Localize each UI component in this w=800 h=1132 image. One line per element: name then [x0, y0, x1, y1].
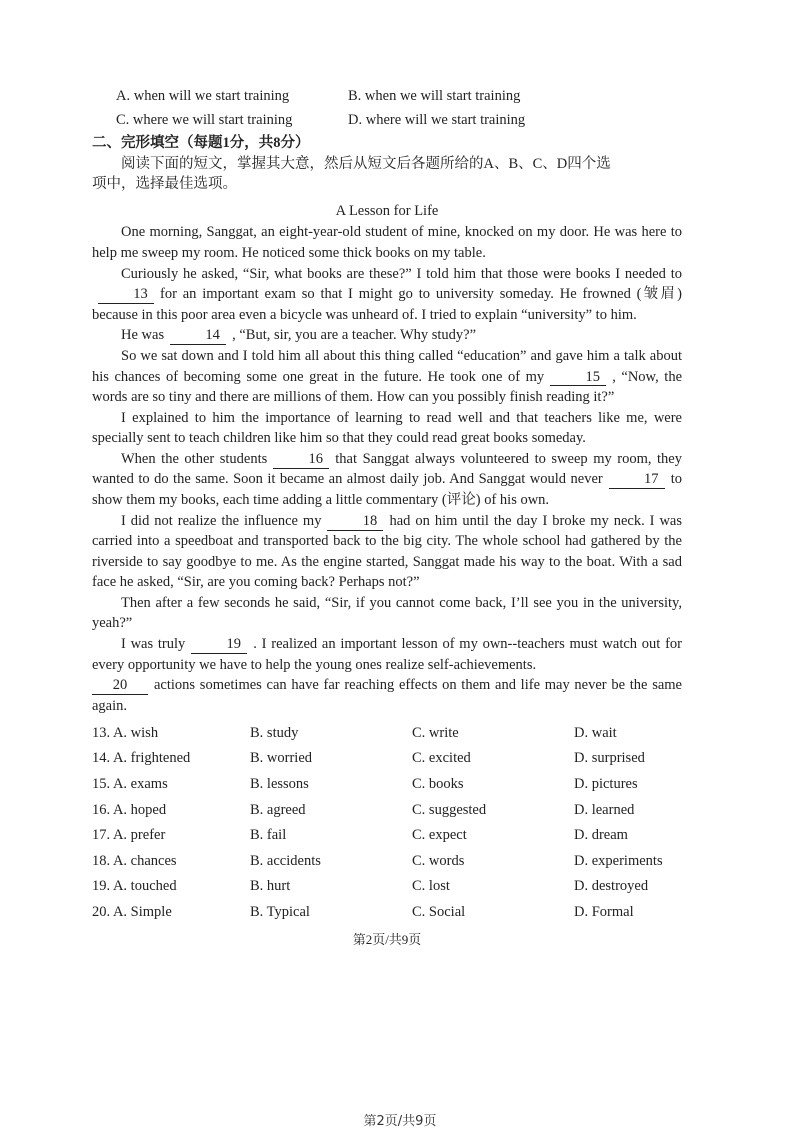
- option-d: D. where will we start training: [348, 111, 526, 128]
- choice-b: B. agreed: [250, 801, 306, 818]
- choice-b: B. study: [250, 724, 299, 741]
- previous-question-options-row-1: [116, 86, 682, 107]
- choice-b: B. hurt: [250, 878, 291, 895]
- option-a: A. when will we start training: [116, 88, 290, 104]
- choice-c: C. books: [412, 776, 464, 793]
- passage-text: actions sometimes can have far reaching effects on them and life may never be the same again.: [92, 677, 682, 714]
- passage-paragraph-7: [92, 511, 682, 593]
- choice-d: D. Formal: [574, 904, 634, 920]
- page-number-printed: 第2页/共9页: [352, 932, 422, 948]
- choice-b: B. fail: [250, 827, 287, 844]
- page-number-footer: 第2页/共9页: [363, 1114, 437, 1129]
- blank-17: 17: [609, 472, 665, 489]
- passage-text: I was truly: [121, 636, 186, 653]
- blank-20: 20: [92, 678, 148, 695]
- passage-text: When the other students: [121, 450, 268, 467]
- blank-19: 19: [191, 637, 247, 654]
- passage-paragraph-3: [92, 325, 682, 346]
- passage-text: . I realized an important lesson of my own--teachers must watch out for every opportunity we have to help the young ones realize self-achievements.: [92, 636, 682, 673]
- passage-text: that Sanggat always volunteered to sweep my room, they wanted to do the same. Soon it became an almost daily job. And Sanggat would never: [92, 450, 682, 488]
- choice-d: D. destroyed: [574, 878, 649, 895]
- passage-text: , “But, sir, you are a teacher. Why study?”: [232, 327, 477, 344]
- choice-d: D. surprised: [574, 750, 645, 767]
- passage-paragraph-2: [92, 264, 682, 326]
- passage-text: had on him until the day I broke my neck. I was carried into a speedboat and transported back to the big city. The whole school had gathered by the riverside to say goodbye to me. As the engine started, Sanggat made his way to the boat. With a sad face he asked, “Sir, are you coming back? Perhaps not?”: [92, 512, 682, 591]
- choice-c: C. Social: [412, 904, 466, 920]
- passage-paragraph-5: I explained to him the importance of learning to read well and that teachers like me, were specially sent to teach children like him so that they could read great books someday.: [92, 409, 682, 447]
- choice-a: 15. A. exams: [92, 776, 168, 793]
- section-title: 二、完形填空（每题1分，共8分）: [92, 135, 310, 152]
- section-instruction-line-1: 阅读下面的短文，掌握其大意，然后从短文后各题所给的A、B、C、D四个选: [121, 155, 611, 172]
- passage-paragraph-1: One morning, Sanggat, an eight-year-old student of mine, knocked on my door. He was here to help me sweep my room. He noticed some thick books on my table.: [92, 224, 682, 262]
- choice-d: D. pictures: [574, 776, 638, 793]
- choice-d: D. wait: [574, 724, 617, 741]
- choice-row-20: [92, 900, 682, 926]
- passage-text: for an important exam so that I might go to university someday. He frowned (皱眉) because in this poor area even a bicycle was unheard of. I tried to explain “university” to him.: [92, 286, 682, 323]
- option-c: C. where we will start training: [116, 111, 293, 128]
- section-instruction-line-2: 项中，选择最佳选项。: [92, 176, 237, 193]
- choice-c: C. suggested: [412, 801, 487, 818]
- choice-a: 14. A. frightened: [92, 750, 191, 767]
- choice-row-13: [92, 720, 682, 746]
- blank-18: 18: [327, 514, 383, 531]
- choice-a: 19. A. touched: [92, 878, 177, 895]
- passage-text: to show them my books, each time adding a little commentary (评论) of his own.: [92, 471, 682, 508]
- blank-13: 13: [98, 287, 154, 304]
- blank-14: 14: [170, 328, 226, 345]
- previous-question-options-row-2: [116, 110, 682, 131]
- choice-row-19: [92, 874, 682, 900]
- choice-c: C. lost: [412, 878, 450, 895]
- passage-paragraph-6: [92, 449, 682, 511]
- choice-c: C. expect: [412, 827, 467, 844]
- choice-a: 18. A. chances: [92, 852, 177, 869]
- choice-d: D. dream: [574, 827, 628, 844]
- passage-paragraph-9-cont: [92, 675, 682, 716]
- choice-d: D. learned: [574, 801, 635, 818]
- choice-b: B. Typical: [250, 904, 310, 920]
- choice-row-17: [92, 823, 682, 849]
- passage-text: I did not realize the influence my: [121, 512, 322, 529]
- choice-a: 16. A. hoped: [92, 801, 167, 818]
- passage-paragraph-8: Then after a few seconds he said, “Sir, if you cannot come back, I’ll see you in the university, yeah?”: [92, 594, 682, 632]
- blank-16: 16: [273, 452, 329, 469]
- choice-c: C. write: [412, 724, 459, 741]
- exam-page: [92, 84, 682, 950]
- choice-a: 17. A. prefer: [92, 827, 166, 844]
- blank-15: 15: [550, 370, 606, 387]
- passage-title: A Lesson for Life: [335, 202, 439, 219]
- choice-d: D. experiments: [574, 852, 663, 869]
- passage-paragraph-4: [92, 346, 682, 408]
- choice-row-15: [92, 772, 682, 798]
- answer-choices: [92, 720, 682, 925]
- choice-c: C. excited: [412, 750, 471, 767]
- choice-c: C. words: [412, 852, 465, 869]
- passage-text: , “Now, the words are so tiny and there are millions of them. How can you possibly finish reading it?”: [92, 368, 682, 406]
- choice-a: 20. A. Simple: [92, 904, 172, 920]
- choice-row-16: [92, 797, 682, 823]
- choice-a: 13. A. wish: [92, 724, 159, 741]
- choice-row-18: [92, 848, 682, 874]
- passage-text: Curiously he asked, “Sir, what books are these?” I told him that those were books I needed to: [121, 265, 682, 282]
- choice-b: B. worried: [250, 750, 313, 767]
- passage-text: So we sat down and I told him all about this thing called “education” and gave him a talk about his chances of becoming some one great in the future. He took one of my: [92, 347, 682, 385]
- passage-text: He was: [121, 327, 165, 344]
- choice-b: B. lessons: [250, 776, 309, 793]
- choice-row-14: [92, 746, 682, 772]
- option-b: B. when we will start training: [348, 88, 521, 104]
- choice-b: B. accidents: [250, 852, 321, 869]
- passage-paragraph-9: [92, 634, 682, 675]
